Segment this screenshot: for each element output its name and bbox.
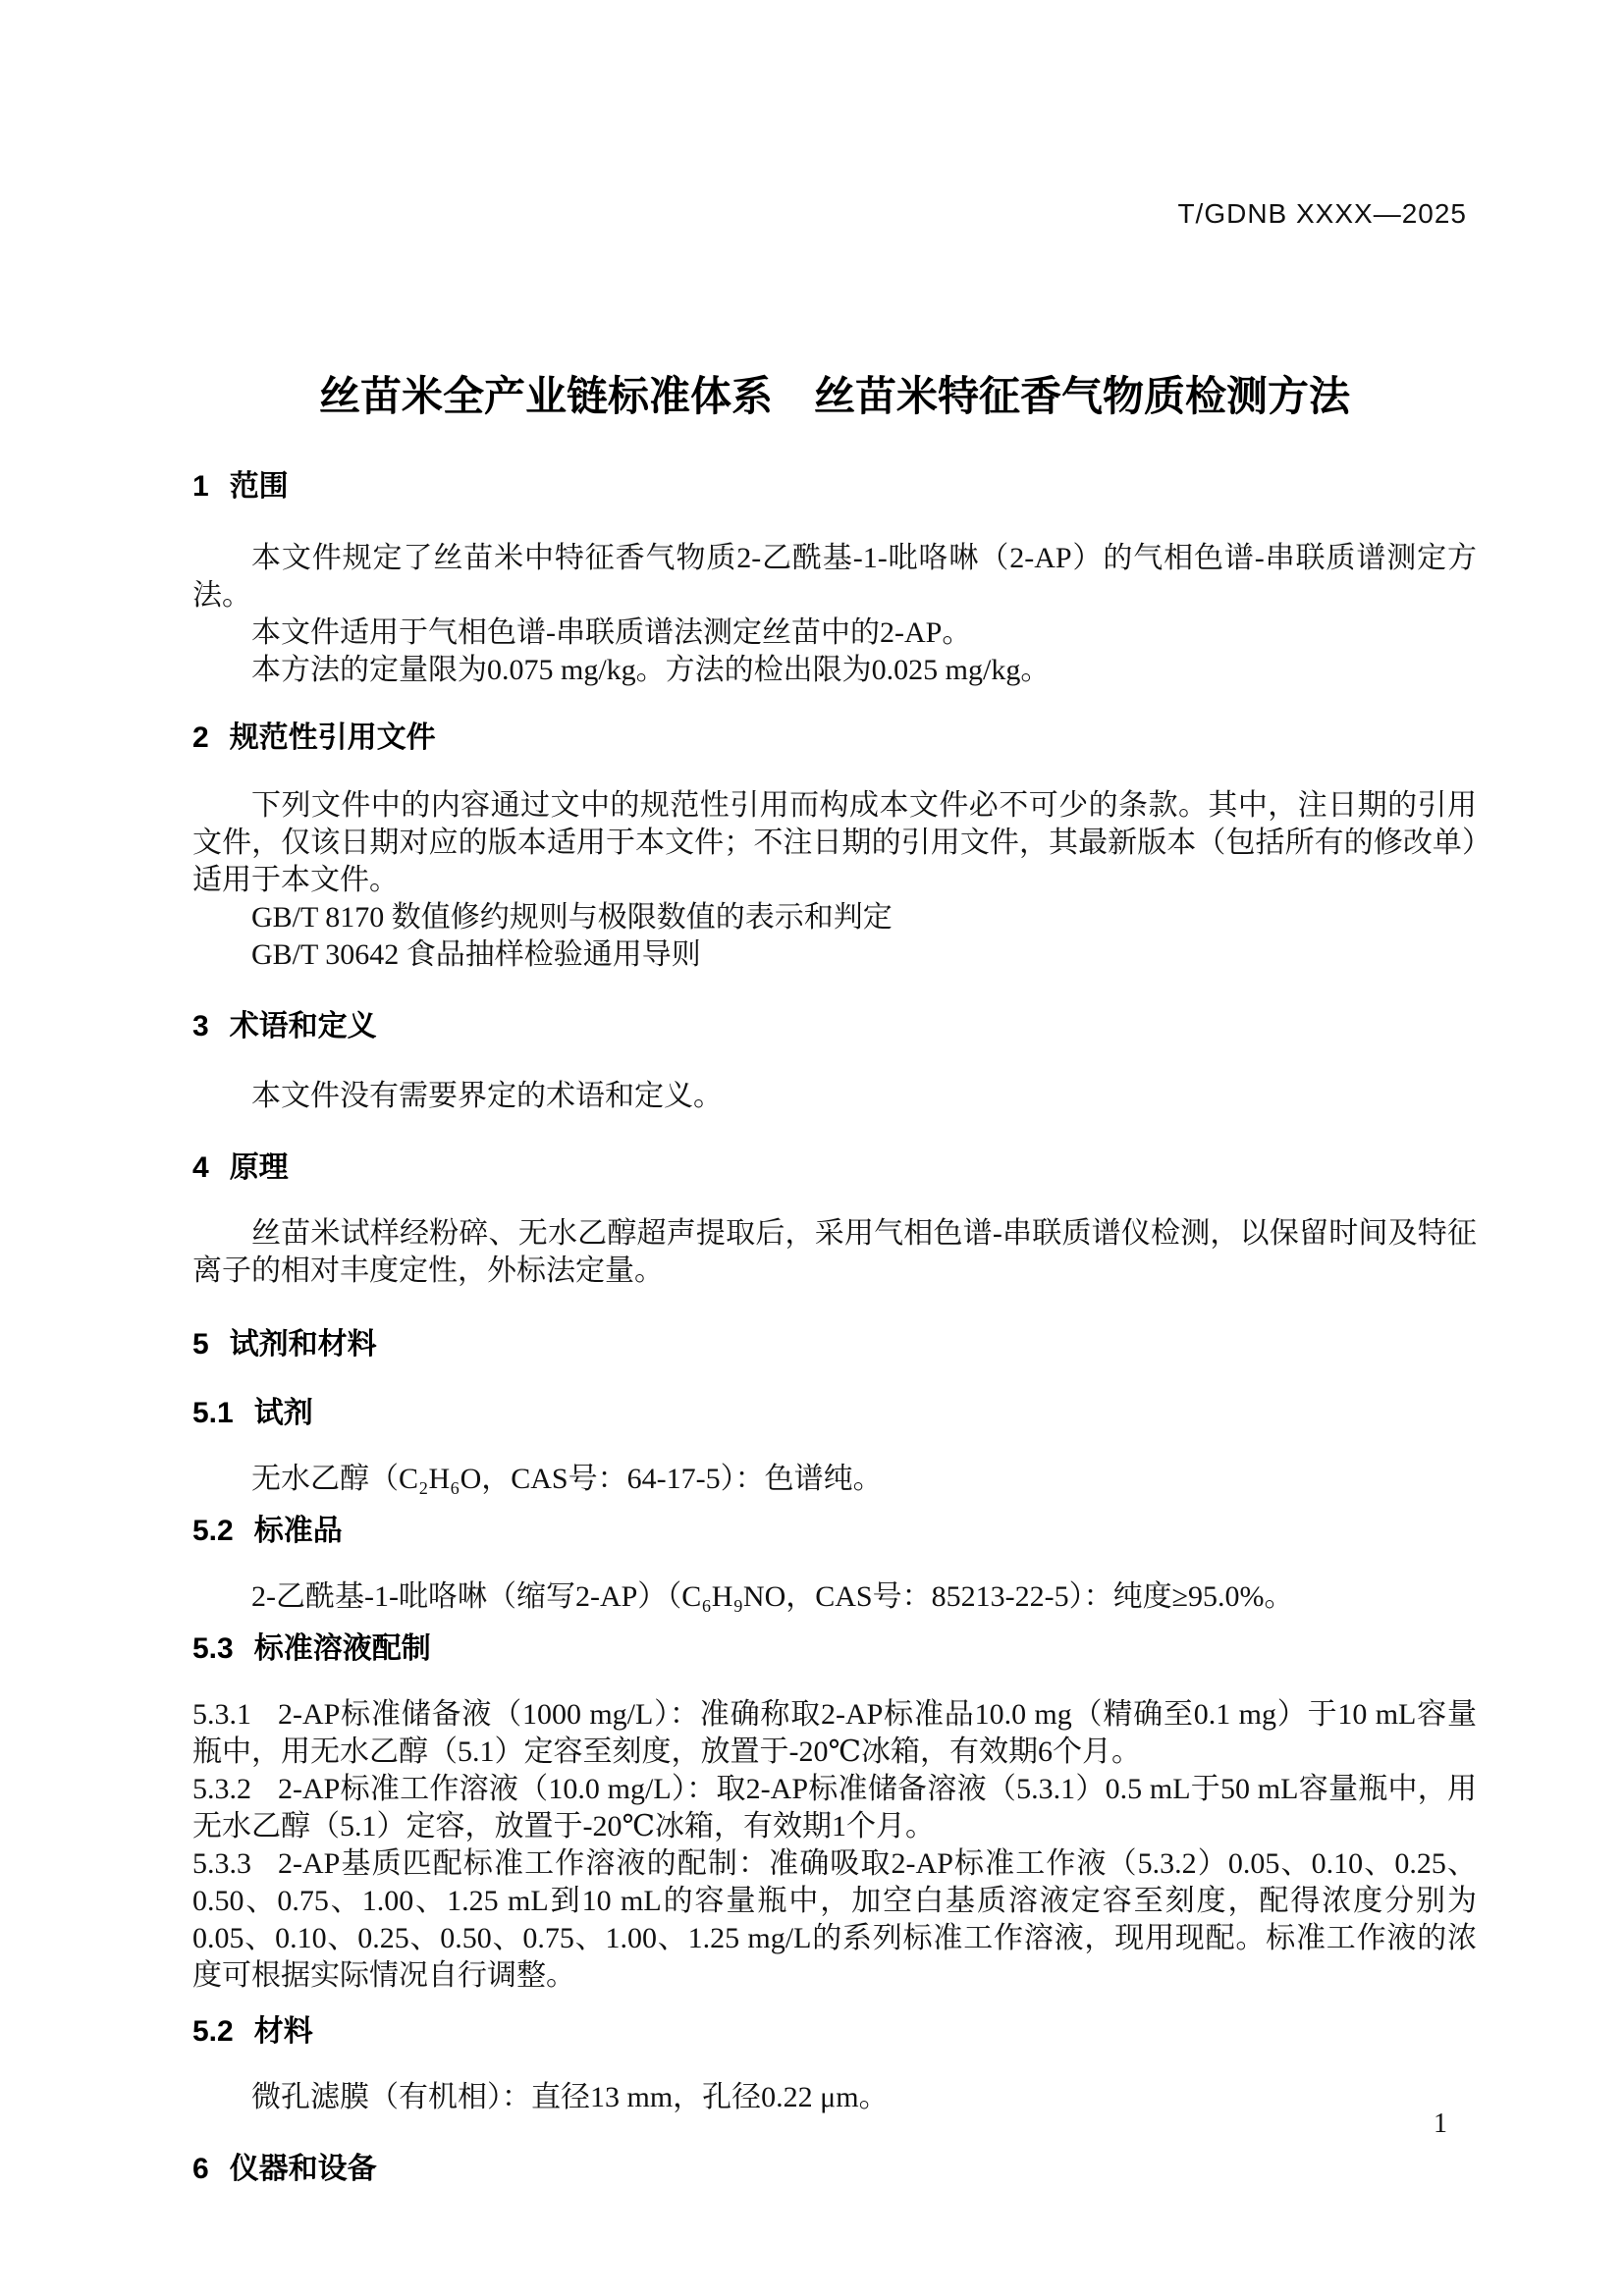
section-number: 5 xyxy=(192,1328,209,1361)
subsection-heading-standard-solutions xyxy=(192,1631,1477,1667)
subsection-number: 5.3 xyxy=(192,1632,234,1665)
section-number: 2 xyxy=(192,721,209,754)
paragraph: 2-乙酰基-1-吡咯啉（缩写2-AP）（C₆H₉NO，CAS号：85213-22-5）：纯度≥95.0%。 xyxy=(251,1580,1294,1613)
paragraph: 本文件没有需要界定的术语和定义。 xyxy=(251,1080,723,1112)
section-title: 术语和定义 xyxy=(229,1010,377,1042)
paragraph: 本文件规定了丝苗米中特征香气物质2-乙酰基-1-吡咯啉（2-AP）的气相色谱-串联质谱测定方法。 xyxy=(192,542,1477,612)
section-heading-terms xyxy=(192,1009,1477,1044)
clause-text: 2-AP基质匹配标准工作溶液的配制：准确吸取2-AP标准工作液（5.3.2）0.05、0.10、0.25、0.50、0.75、1.00、1.25 mL到10 mL的容量瓶中，加空白基质溶液定容至刻度，配得浓度分别为0.05、0.10、0.25、0.50、0.75、1.00、1.25 mg/L的系列标准工作溶液，现用现配。标准工作液的浓度可根据实际情况自行调整。 xyxy=(192,1847,1477,1992)
paragraph: 微孔滤膜（有机相）：直径13 mm，孔径0.22 μm。 xyxy=(251,2081,889,2113)
section-title: 规范性引用文件 xyxy=(229,721,436,754)
paragraph: 本文件适用于气相色谱-串联质谱法测定丝苗中的2-AP。 xyxy=(251,616,972,649)
document-title: 丝苗米全产业链标准体系 丝苗米特征香气物质检测方法 xyxy=(318,373,1350,419)
section-heading-scope xyxy=(192,469,1477,505)
section-number: 4 xyxy=(192,1151,209,1184)
section-number: 1 xyxy=(192,470,209,503)
subsection-heading-materials xyxy=(192,2014,1477,2050)
section-heading-normative-references xyxy=(192,721,1477,756)
reference-item: GB/T 30642 食品抽样检验通用导则 xyxy=(251,938,701,971)
section-heading-principle xyxy=(192,1150,1477,1186)
subsection-title: 标准溶液配制 xyxy=(253,1632,431,1665)
subsection-number: 5.1 xyxy=(192,1397,234,1429)
section-title: 原理 xyxy=(229,1151,289,1184)
standard-code: T/GDNB XXXX—2025 xyxy=(1177,198,1467,229)
subsection-number: 5.2 xyxy=(192,2015,234,2048)
clause-number: 5.3.1 xyxy=(192,1698,251,1731)
section-title: 试剂和材料 xyxy=(229,1328,377,1361)
reference-item: GB/T 8170 数值修约规则与极限数值的表示和判定 xyxy=(251,901,893,934)
subsection-heading-reagents xyxy=(192,1396,1477,1431)
subsection-heading-standard-substance xyxy=(192,1514,1477,1549)
clause xyxy=(192,1771,1477,1845)
clause-text: 2-AP标准储备液（1000 mg/L）：准确称取2-AP标准品10.0 mg（精确至0.1 mg）于10 mL容量瓶中，用无水乙醇（5.1）定容至刻度，放置于-20℃冰箱，有效期6个月。 xyxy=(192,1698,1477,1768)
page-number: 1 xyxy=(1434,2109,1447,2139)
section-title: 范围 xyxy=(229,470,289,503)
subsection-title: 试剂 xyxy=(253,1397,313,1429)
subsection-title: 标准品 xyxy=(253,1515,343,1547)
section-title: 仪器和设备 xyxy=(229,2153,377,2185)
section-number: 3 xyxy=(192,1010,209,1042)
subsection-number: 5.2 xyxy=(192,1515,234,1547)
subsection-title: 材料 xyxy=(253,2015,313,2048)
clause-number: 5.3.3 xyxy=(192,1847,251,1880)
section-heading-reagents-materials xyxy=(192,1327,1477,1362)
clause-number: 5.3.2 xyxy=(192,1773,251,1805)
section-number: 6 xyxy=(192,2153,209,2185)
paragraph: 无水乙醇（C₂H₆O，CAS号：64-17-5）：色谱纯。 xyxy=(251,1463,883,1495)
clause xyxy=(192,1845,1477,1995)
clause-text: 2-AP标准工作溶液（10.0 mg/L）：取2-AP标准储备溶液（5.3.1）0.5 mL于50 mL容量瓶中，用无水乙醇（5.1）定容，放置于-20℃冰箱，有效期1个月。 xyxy=(192,1773,1477,1842)
section-heading-apparatus xyxy=(192,2152,1477,2187)
paragraph: 本方法的定量限为0.075 mg/kg。方法的检出限为0.025 mg/kg。 xyxy=(251,654,1051,686)
clause xyxy=(192,1696,1477,1771)
document-content xyxy=(192,0,1477,2212)
paragraph: 丝苗米试样经粉碎、无水乙醇超声提取后，采用气相色谱-串联质谱仪检测，以保留时间及特征离子的相对丰度定性，外标法定量。 xyxy=(192,1217,1477,1287)
paragraph: 下列文件中的内容通过文中的规范性引用而构成本文件必不可少的条款。其中，注日期的引用文件，仅该日期对应的版本适用于本文件；不注日期的引用文件，其最新版本（包括所有的修改单）适用于本文件。 xyxy=(192,789,1477,896)
